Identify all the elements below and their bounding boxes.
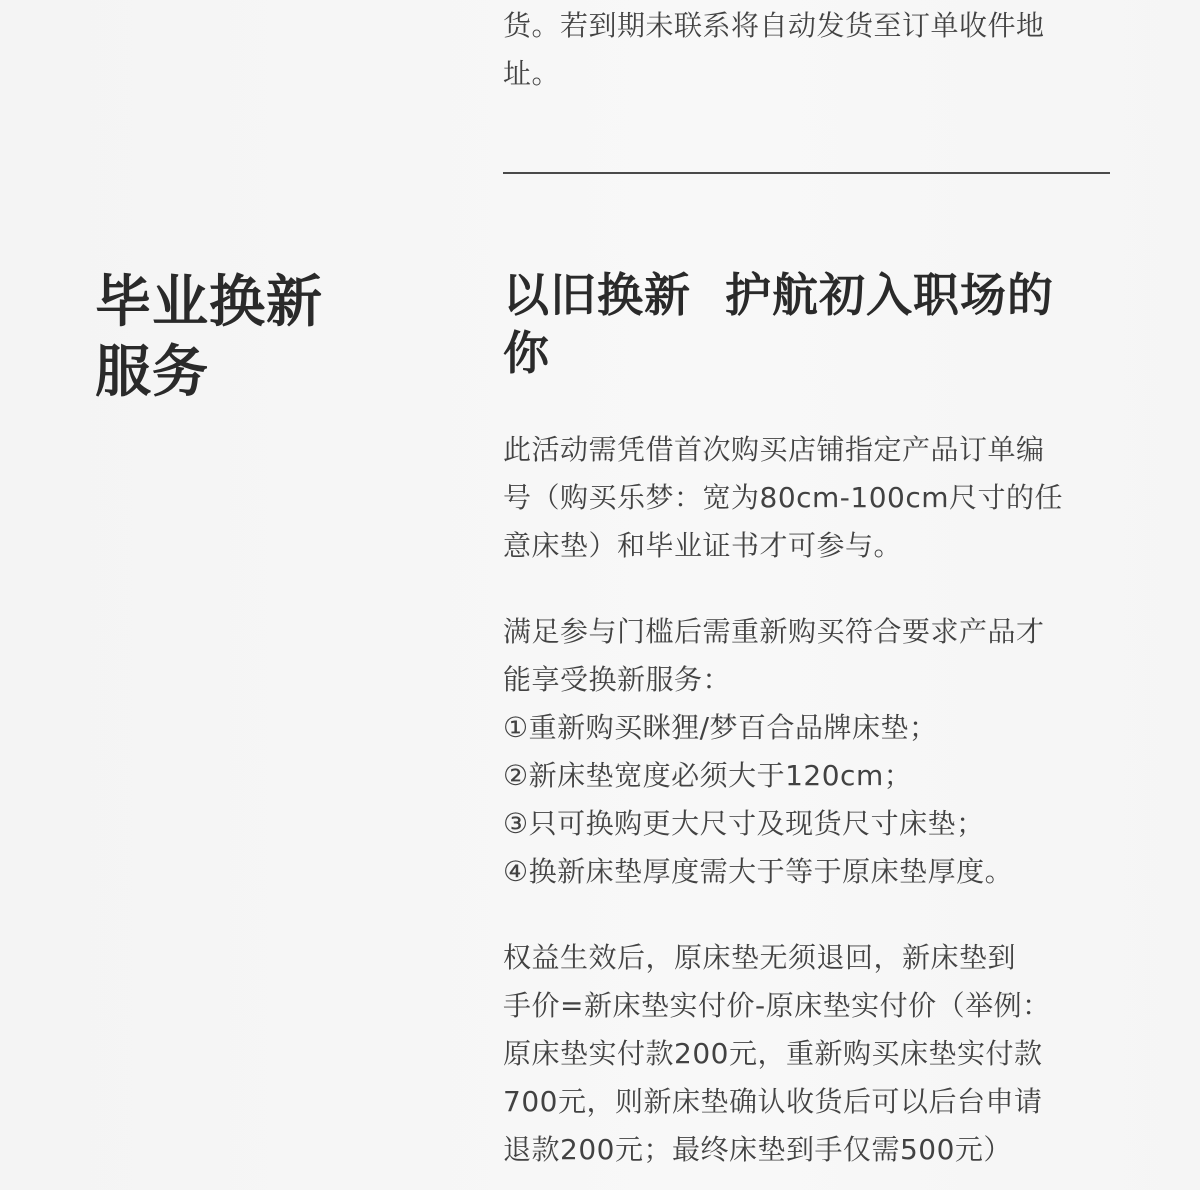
paragraph-line: 能享受换新服务：	[503, 663, 732, 696]
requirement-item: ③只可换购更大尺寸及现货尺寸床垫；	[503, 807, 985, 840]
section-title-line: 服务	[95, 340, 209, 405]
paragraph-line: 原床垫实付款200元，重新购买床垫实付款	[503, 1037, 1043, 1070]
paragraph-line: 此活动需凭借首次购买店铺指定产品订单编	[503, 433, 1045, 466]
paragraph-line: 退款200元；最终床垫到手仅需500元）	[503, 1133, 1012, 1166]
paragraph-line: 700元，则新床垫确认收货后可以后台申请	[503, 1085, 1043, 1118]
requirement-item: ①重新购买眯狸/梦百合品牌床垫；	[503, 711, 938, 744]
requirement-item: ②新床垫宽度必须大于120cm；	[503, 759, 913, 792]
section-title-line: 毕业换新	[95, 270, 323, 335]
paragraph-line: 手价=新床垫实付价-原床垫实付价（举例：	[503, 989, 1051, 1022]
paragraph-eligibility	[503, 426, 1103, 570]
headline-line: 你	[503, 326, 550, 380]
paragraph-line: 权益生效后，原床垫无须退回，新床垫到	[503, 941, 1017, 974]
paragraph-line: 满足参与门槛后需重新购买符合要求产品才	[503, 615, 1045, 648]
top-paragraph-line: 址。	[503, 57, 561, 90]
section-headline	[503, 266, 1103, 382]
paragraph-requirements	[503, 608, 1103, 896]
paragraph-benefit	[503, 934, 1103, 1174]
paragraph-line: 号（购买乐梦：宽为80cm-100cm尺寸的任	[503, 481, 1064, 514]
top-paragraph-line: 货。若到期未联系将自动发货至订单收件地	[503, 9, 1045, 42]
requirement-item: ④换新床垫厚度需大于等于原床垫厚度。	[503, 855, 1014, 888]
top-paragraph	[503, 2, 1103, 98]
paragraph-line: 意床垫）和毕业证书才可参与。	[503, 529, 903, 562]
headline-line: 以旧换新 护航初入职场的	[503, 268, 1055, 322]
section-divider	[503, 172, 1110, 174]
section-title	[95, 268, 355, 408]
